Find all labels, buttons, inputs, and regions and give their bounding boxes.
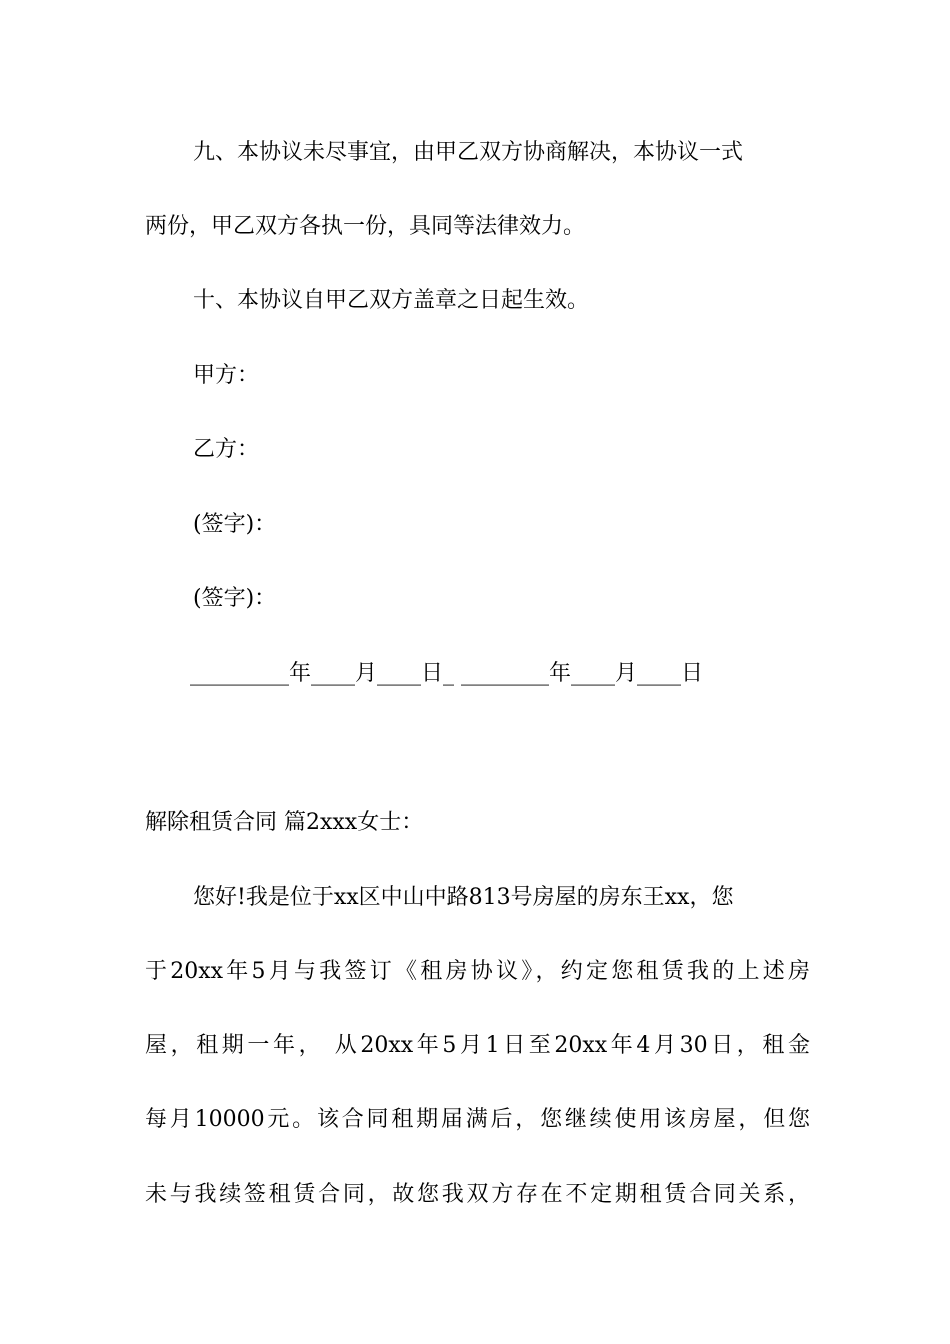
paragraph-line-2: 于20xx年5月与我签订《租房协议》，约定您租赁我的上述房 xyxy=(145,959,810,984)
clause-9-line-1: 九、本协议未尽事宜，由甲乙双方协商解决，本协议一式 xyxy=(193,140,744,165)
clause-9-line-2: 两份，甲乙双方各执一份，具同等法律效力。 xyxy=(145,214,586,239)
paragraph-line-4: 每月10000元。该合同租期届满后，您继续使用该房屋，但您 xyxy=(145,1107,810,1132)
section-title: 解除租赁合同 篇2xxx女士： xyxy=(145,810,424,835)
date-fill-line: _________年____月____日_ ________年____月____日 xyxy=(190,661,703,686)
signature-label-2: (签字)： xyxy=(193,586,277,611)
paragraph-line-1: 您好!我是位于xx区中山中路813号房屋的房东王xx，您 xyxy=(193,885,734,910)
party-a-label: 甲方： xyxy=(193,363,260,388)
clause-10: 十、本协议自甲乙双方盖章之日起生效。 xyxy=(193,288,590,313)
signature-label-1: (签字)： xyxy=(193,512,277,537)
paragraph-line-5: 未与我续签租赁合同，故您我双方存在不定期租赁合同关系， xyxy=(145,1182,810,1207)
paragraph-line-3: 屋，租期一年， 从20xx年5月1日至20xx年4月30日，租金 xyxy=(145,1033,810,1058)
party-b-label: 乙方： xyxy=(193,437,260,462)
